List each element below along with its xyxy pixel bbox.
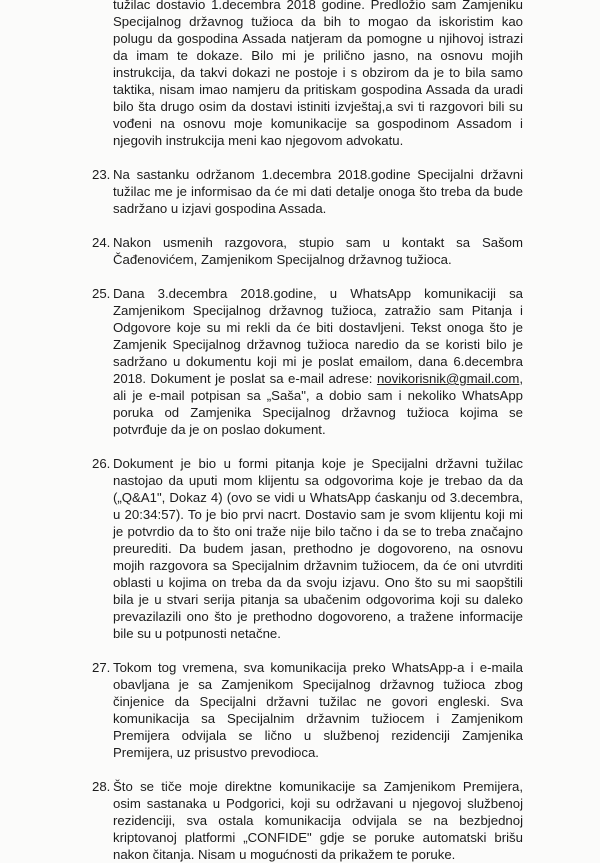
paragraph-25 — [92, 285, 523, 438]
paragraph-text: , ali je e-mail potpisan sa „Saša", a dobio sam i nekoliko WhatsApp poruka od Zamjenika Specijalnog državnog tužioca kojima se potvrđuje da je on poslao dokument. — [113, 371, 523, 437]
paragraph-text: Na sastanku održanom 1.decembra 2018.godine Specijalni državni tužilac me je informisao da će mi dati detalje onoga što treba da bude sadržano u izjavi gospodina Assada. — [113, 167, 523, 216]
paragraph-number: 26. — [92, 456, 111, 471]
paragraph-text: Nakon usmenih razgovora, stupio sam u kontakt sa Sašom Čađenovićem, Zamjenikom Specijalnog državnog tužioca. — [113, 235, 523, 267]
paragraph-23 — [92, 166, 523, 217]
paragraph-number: 24. — [92, 235, 111, 250]
paragraph-text: Dokument je bio u formi pitanja koje je Specijalni državni tužilac nastojao da uputi mom klijentu sa odgovorima koje je trebao da da („Q&A1", Dokaz 4) (ovo se vidi u WhatsApp ćaskanju od 3.decembra, u 20:34:57). To je bio prvi nacrt. Dostavio sam je svom klijentu koji mi je potvrdio da to što oni traže nije bilo tačno i da se to treba značajno preurediti. Da budem jasan, prethodno je dogovoreno, na osnovu mojih razgovora sa Specijalnim državnim tužiocem, da će oni utvrditi oblasti u kojima on treba da da svoju izjavu. Ono što su mi saopštili bila je u stvari serija pitanja sa ubačenim odgovorima koji su daleko prevazilazili ono što je prethodno dogovoreno, a tražene informacije bile su u potpunosti netačne. — [113, 456, 523, 641]
continuation-paragraph — [113, 0, 523, 149]
paragraph-number: 25. — [92, 286, 111, 301]
email-link[interactable]: novikorisnik@gmail.com — [376, 371, 520, 386]
paragraph-number: 23. — [92, 167, 111, 182]
paragraph-text: Što se tiče moje direktne komunikacije sa Zamjenikom Premijera, osim sastanaka u Podgorici, koji su održavani u njegovoj službenoj rezidenciji, sva ostala komunikacija odvijala se na bezbjednoj kriptovanoj platformi „CONFIDE" gdje se poruke automatski brišu nakon čitanja. Nisam u mogućnosti da prikažem te poruke. — [113, 779, 523, 862]
paragraph-26 — [92, 455, 523, 642]
paragraph-text: tužilac dostavio 1.decembra 2018 godine. Predložio sam Zamjeniku Specijalnog državnog tužioca da bih to mogao da iskoristim kao polugu da gospodina Assada natjeram da pomogne u njihovoj istrazi da imam te dokaze. Bilo mi je prilično jasno, na osnovu mojih instrukcija, da takvi dokazi ne postoje i s obzirom da je to bila samo taktika, nisam imao namjeru da pritiskam gospodina Assada da uradi bilo šta drugo osim da dostavi istiniti izvještaj,a svi ti razgovori bili su vođeni na osnovu moje komunikacije sa gospodinom Assadom i njegovih instrukcija meni kao njegovom advokatu. — [113, 0, 523, 148]
paragraph-28 — [92, 778, 523, 863]
paragraph-number: 27. — [92, 660, 111, 675]
paragraph-24 — [92, 234, 523, 268]
paragraph-text: Dana 3.decembra 2018.godine, u WhatsApp komunikaciji sa Zamjenikom Specijalnog državnog tužioca, zatražio sam Pitanja i Odgovore koje su mi rekli da će biti dostavljeni. Tekst onoga što je Zamjenik Specijalnog državnog tužioca naredio da se koristi bilo je sadržano u dokumentu koji mi je poslat emailom, dana 6.decembra 2018. Dokument je poslat sa e-mail adrese: — [113, 286, 523, 386]
paragraph-text: Tokom tog vremena, sva komunikacija preko WhatsApp-a i e-maila obavljana je sa Zamjenikom Specijalnog državnog tužioca zbog činjenice da Specijalni državni tužilac ne govori engleski. Sva komunikacija sa Specijalnim državnim tužiocem i Zamjenikom Premijera odvijala se lično u službenoj rezidenciji Zamjenika Premijera, uz prisustvo prevodioca. — [113, 660, 523, 760]
paragraph-number: 28. — [92, 779, 111, 794]
paragraph-27 — [92, 659, 523, 761]
